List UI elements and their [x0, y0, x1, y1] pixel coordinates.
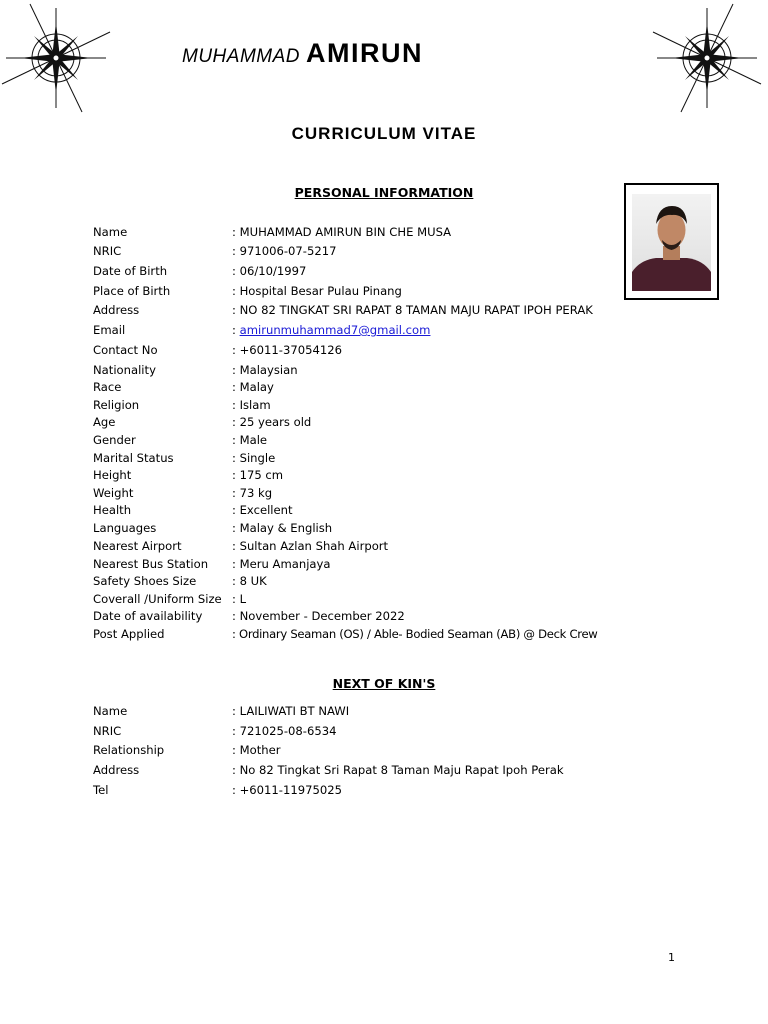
row-label: Contact No: [93, 343, 158, 357]
row-label: Gender: [93, 433, 136, 447]
row-value: [232, 323, 430, 337]
email-prefix: :: [232, 323, 240, 337]
document-title: CURRICULUM VITAE: [291, 124, 477, 143]
row-value: : Malaysian: [232, 363, 298, 377]
row-value: : Sultan Azlan Shah Airport: [232, 539, 389, 553]
row-value: : Mother: [232, 743, 281, 757]
compass-rose-icon: [0, 2, 112, 114]
row-value: : Hospital Besar Pulau Pinang: [232, 284, 402, 298]
row-label: Email: [93, 323, 126, 337]
row-label: Nearest Airport: [93, 539, 182, 553]
row-label: Address: [93, 303, 140, 317]
row-label: NRIC: [93, 244, 122, 258]
row-value: : Malay & English: [232, 521, 333, 535]
row-label: Nearest Bus Station: [93, 557, 209, 571]
row-label: Nationality: [93, 363, 156, 377]
row-label: Date of Birth: [93, 264, 168, 278]
personal-information-heading: PERSONAL INFORMATION: [294, 185, 474, 200]
row-label: Safety Shoes Size: [93, 574, 197, 588]
row-label: Relationship: [93, 743, 165, 757]
row-value: : 73 kg: [232, 486, 273, 500]
row-value: : November - December 2022: [232, 609, 405, 623]
row-label: Languages: [93, 521, 157, 535]
row-value: : Malay: [232, 380, 274, 394]
row-value: : MUHAMMAD AMIRUN BIN CHE MUSA: [232, 225, 452, 239]
row-label: Age: [93, 415, 116, 429]
row-label: Name: [93, 704, 128, 718]
row-value: : 721025-08-6534: [232, 724, 337, 738]
row-value: : 8 UK: [232, 574, 267, 588]
row-label: Height: [93, 468, 132, 482]
row-label: NRIC: [93, 724, 122, 738]
row-value: : +6011-37054126: [232, 343, 343, 357]
row-label: Name: [93, 225, 128, 239]
page-number: 1: [668, 951, 675, 964]
profile-photo-frame: [624, 183, 719, 300]
first-name: MUHAMMAD: [182, 46, 300, 67]
row-value: : 25 years old: [232, 415, 312, 429]
row-value: : Islam: [232, 398, 271, 412]
row-value: : Ordinary Seaman (OS) / Able- Bodied Seaman (AB) @ Deck Crew: [232, 627, 598, 641]
row-label: Weight: [93, 486, 134, 500]
row-label: Address: [93, 763, 140, 777]
name-header: [182, 38, 423, 69]
row-label: Coverall /Uniform Size: [93, 592, 222, 606]
row-value: : Meru Amanjaya: [232, 557, 331, 571]
row-value: : Single: [232, 451, 276, 465]
row-value: : 06/10/1997: [232, 264, 307, 278]
row-value: : L: [232, 592, 247, 606]
row-label: Race: [93, 380, 122, 394]
row-value: : Male: [232, 433, 268, 447]
row-value: : No 82 Tingkat Sri Rapat 8 Taman Maju Rapat Ipoh Perak: [232, 763, 564, 777]
email-link[interactable]: amirunmuhammad7@gmail.com: [239, 323, 431, 337]
row-value: : 971006-07-5217: [232, 244, 337, 258]
profile-photo: [632, 194, 711, 291]
row-value: : 175 cm: [232, 468, 284, 482]
row-label: Date of availability: [93, 609, 203, 623]
row-label: Health: [93, 503, 132, 517]
row-value: : LAILIWATI BT NAWI: [232, 704, 350, 718]
row-value: : +6011-11975025: [232, 783, 343, 797]
row-value: : NO 82 TINGKAT SRI RAPAT 8 TAMAN MAJU RAPAT IPOH PERAK: [232, 303, 593, 317]
row-label: Tel: [93, 783, 109, 797]
row-label: Marital Status: [93, 451, 174, 465]
last-name: AMIRUN: [306, 38, 423, 68]
row-value: : Excellent: [232, 503, 293, 517]
row-label: Religion: [93, 398, 140, 412]
row-label: Post Applied: [93, 627, 165, 641]
compass-rose-icon: [651, 2, 763, 114]
row-label: Place of Birth: [93, 284, 171, 298]
next-of-kin-heading: NEXT OF KIN'S: [332, 676, 436, 691]
